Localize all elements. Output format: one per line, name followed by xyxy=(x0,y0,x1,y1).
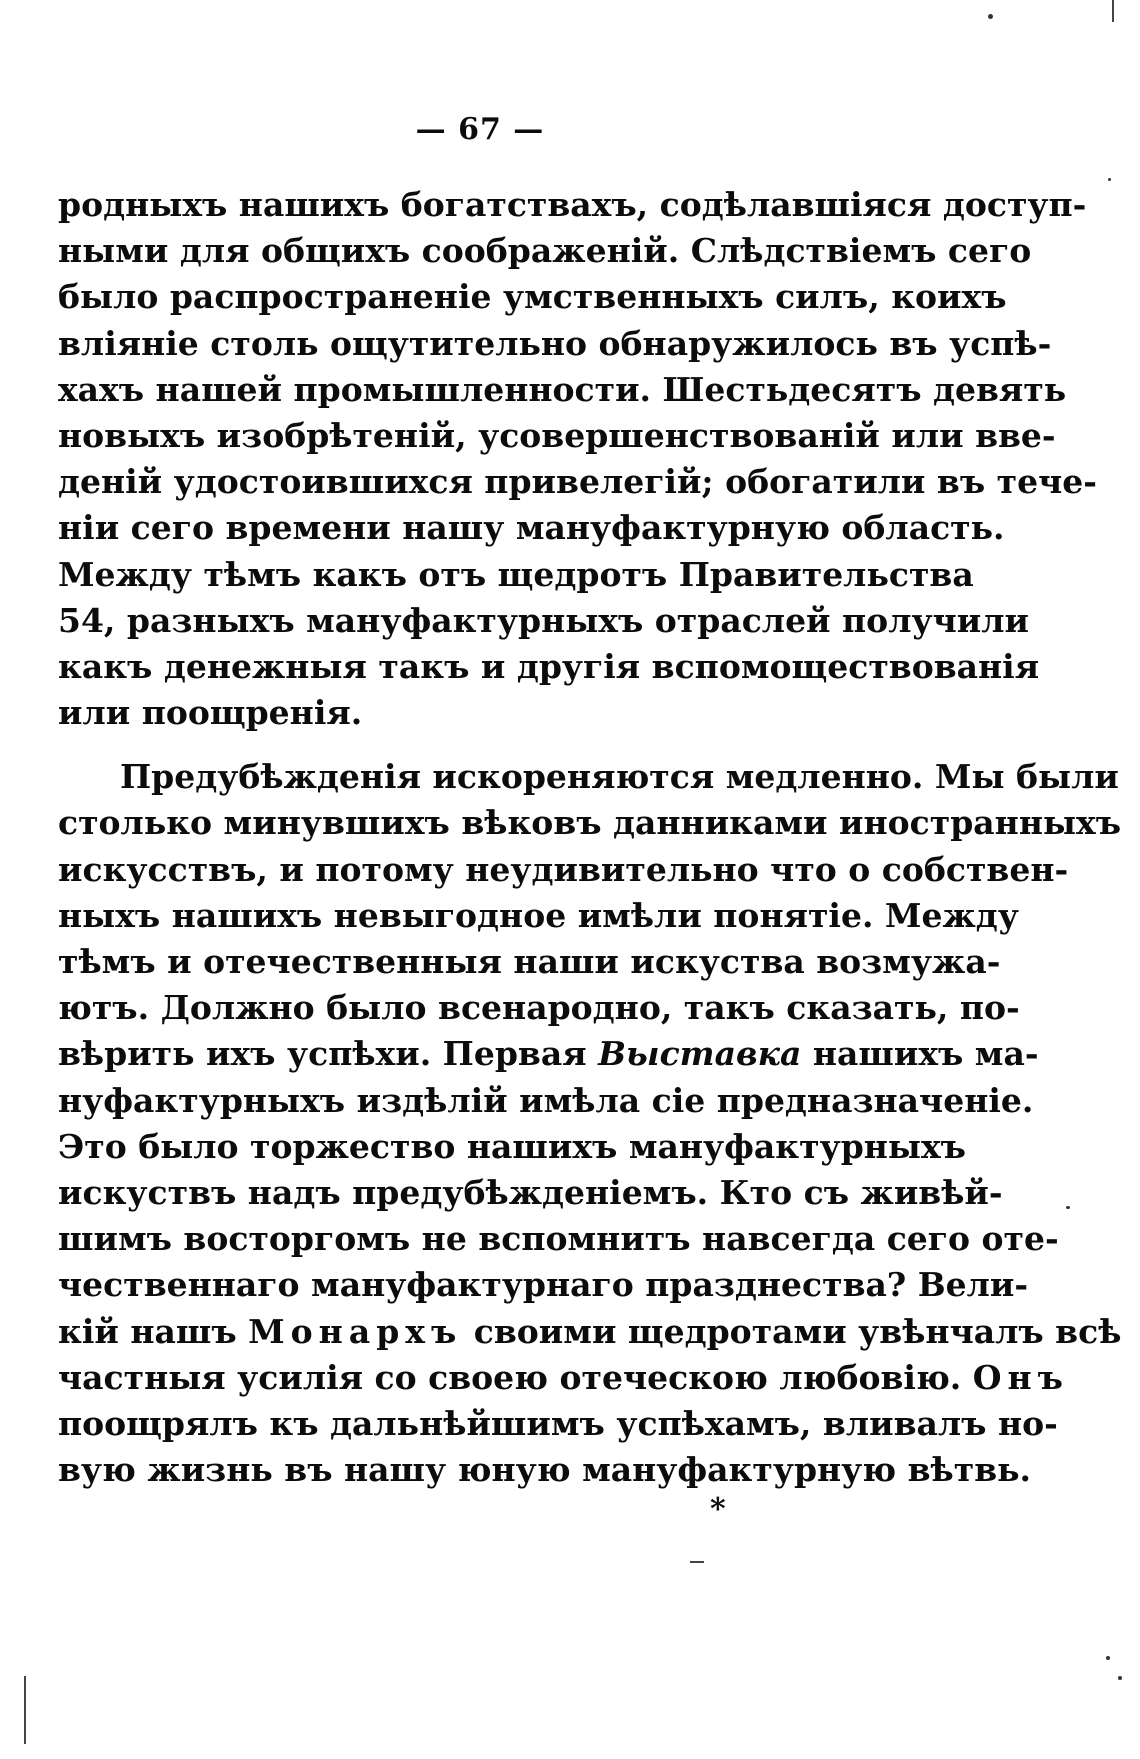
text-line: шимъ восторгомъ не вспомнитъ навсегда сего оте- xyxy=(58,1219,1059,1259)
italic-term: Выставка xyxy=(598,1034,802,1074)
scan-speck xyxy=(1108,178,1111,181)
text-line: деній удостоившихся привелегій; обогатили въ тече- xyxy=(58,462,1097,502)
scan-speck xyxy=(1118,1676,1122,1680)
text-line: ніи сего времени нашу мануфактурную область. xyxy=(58,508,1005,548)
scan-edge-mark xyxy=(1112,0,1114,22)
text-line xyxy=(58,1309,1122,1355)
signature-mark: * xyxy=(710,1492,726,1527)
paragraph-first-line: Предубѣжденія искореняются медленно. Мы были xyxy=(120,757,1119,797)
scan-speck xyxy=(1106,1656,1110,1660)
scan-speck xyxy=(988,14,993,19)
spaced-word: Онъ xyxy=(972,1357,1069,1397)
text-segment: нашихъ ма- xyxy=(801,1034,1039,1074)
text-segment: частныя усилія со своею отеческою любовію. xyxy=(58,1357,973,1397)
text-segment: кій нашъ xyxy=(58,1311,249,1351)
scan-speck xyxy=(1066,1206,1070,1209)
text-line: столько минувшихъ вѣковъ данниками иностранныхъ xyxy=(58,803,1122,843)
scan-edge-mark xyxy=(690,1561,704,1563)
text-line: или поощренія. xyxy=(58,693,363,733)
page-number: — 67 — xyxy=(415,112,545,147)
text-line: Это было торжество нашихъ мануфактурныхъ xyxy=(58,1126,966,1166)
text-line: вліяніе столь ощутительно обнаружилось въ успѣ- xyxy=(58,323,1052,363)
text-line: было распространеніе умственныхъ силъ, коихъ xyxy=(58,277,1007,317)
text-segment: своими щедротами увѣнчалъ всѣ xyxy=(462,1311,1122,1351)
text-line: родныхъ нашихъ богатствахъ, содѣлавшіяся доступ- xyxy=(58,185,1087,224)
text-line: вую жизнь въ нашу юную мануфактурную вѣтвь. xyxy=(58,1450,1032,1490)
text-line: какъ денежныя такъ и другія вспомоществованія xyxy=(58,646,1040,686)
text-line: новыхъ изобрѣтеній, усовершенствованій или вве- xyxy=(58,415,1056,455)
text-line: Между тѣмъ какъ отъ щедротъ Правительства xyxy=(58,554,974,594)
text-line: искуствъ надъ предубѣжденіемъ. Кто съ живѣй- xyxy=(58,1172,1003,1212)
text-line: хахъ нашей промышленности. Шестьдесятъ девять xyxy=(58,369,1067,409)
scan-edge-mark xyxy=(24,1676,26,1744)
text-line: тѣмъ и отечественныя наши искуства возмужа- xyxy=(58,942,1001,981)
text-line: ютъ. Должно было всенародно, такъ сказать, по- xyxy=(58,988,1020,1028)
body-text xyxy=(58,182,1122,1493)
text-line: ными для общихъ соображеній. Слѣдствіемъ сего xyxy=(58,231,1032,271)
text-segment: вѣрить ихъ успѣхи. Первая xyxy=(58,1034,599,1074)
text-line: искусствъ, и потому неудивительно что о собствен- xyxy=(58,849,1069,889)
text-line: ныхъ нашихъ невыгодное имѣли понятіе. Между xyxy=(58,895,1019,935)
spaced-word: Монархъ xyxy=(248,1311,463,1351)
text-line: нуфактурныхъ издѣлій имѣла сіе предназначеніе. xyxy=(58,1080,1034,1120)
text-line: 54, разныхъ мануфактурныхъ отраслей получили xyxy=(58,600,1029,640)
text-line xyxy=(58,1031,1039,1077)
text-line xyxy=(58,1355,1069,1401)
text-line: чественнаго мануфактурнаго празднества? Вели- xyxy=(58,1265,1029,1305)
text-line: поощрялъ къ дальнѣйшимъ успѣхамъ, вливалъ но- xyxy=(58,1403,1058,1443)
